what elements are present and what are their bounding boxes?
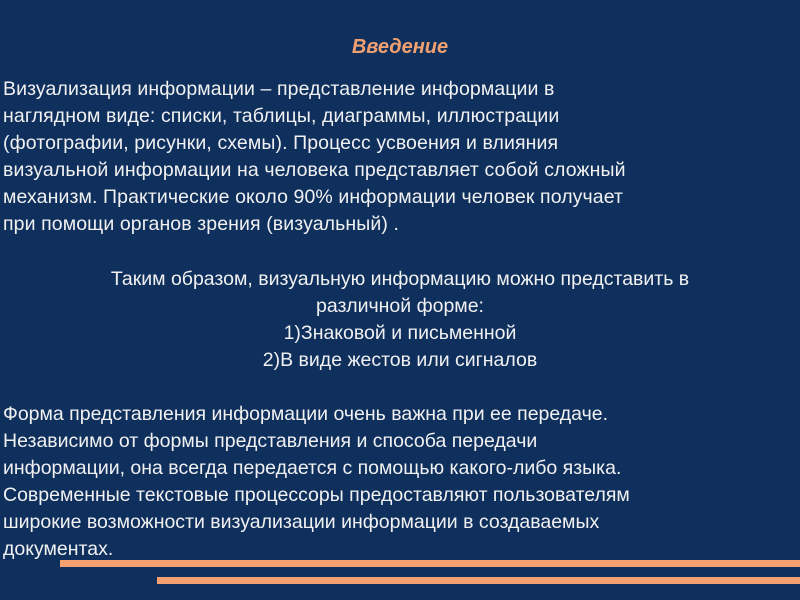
decorative-bar-top	[60, 560, 800, 567]
decorative-bar-bottom	[157, 577, 800, 584]
forms-list-paragraph: Таким образом, визуальную информацию можно представить в различной форме: 1)Знаковой и письменной 2)В виде жестов или сигналов	[110, 268, 690, 371]
slide-title: Введение	[351, 36, 449, 58]
intro-paragraph: Визуализация информации – представление информации в наглядном виде: списки, таблицы, диаграммы, иллюстрации (фотографии, рисунки, схемы). Процесс усвоения и влияния визуальной информации на человека представляет собой сложный механизм. Практические около 90% информации человек получает при помощи органов зрения (визуальный) .	[3, 78, 626, 235]
conclusion-paragraph: Форма представления информации очень важна при ее передаче. Независимо от формы представления и способа передачи информации, она всегда передается с помощью какого-либо языка. Современные текстовые процессоры предоставляют пользователям широкие возможности визуализации информации в создаваемых документах.	[3, 403, 630, 560]
